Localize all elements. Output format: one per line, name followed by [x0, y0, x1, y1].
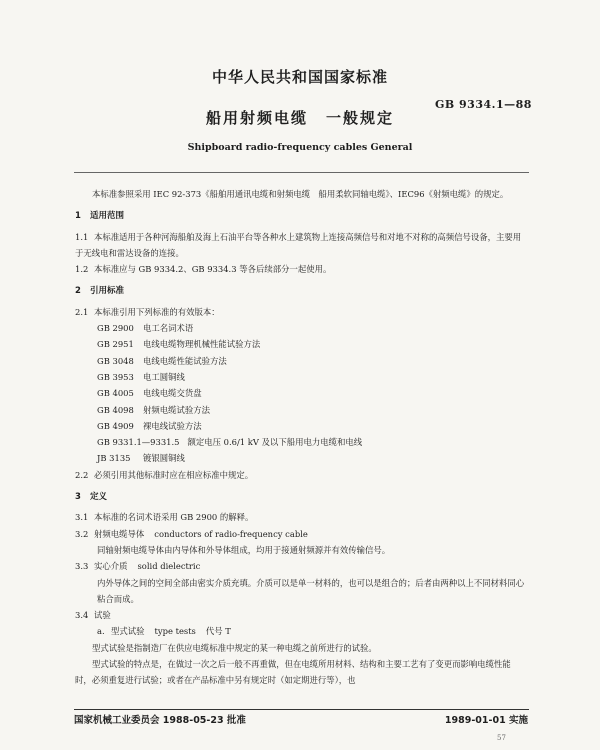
reference-item: [75, 434, 527, 450]
section-1-heading: [75, 208, 527, 224]
section-3-heading: [75, 489, 527, 505]
clause-number: 2.1: [75, 306, 89, 317]
approval-line: 国家机械工业委员会 1988-05-23 批准: [74, 715, 246, 726]
reference-name: 射频电缆试验方法: [143, 404, 210, 415]
section-number: 2: [75, 286, 81, 297]
section-2-heading: [75, 283, 527, 299]
clause-text: 本标准引用下列标准的有效版本：: [94, 306, 220, 317]
reference-item: [75, 320, 527, 336]
clause-text: 本标准适用于各种河海船舶及海上石油平台等各种水上建筑物上连接高频信号和对地不对称的高频信号设备，主要用于无线电和雷达设备的连接。: [75, 231, 522, 258]
clause-3-1: [75, 509, 527, 525]
reference-code: GB 2951: [97, 339, 134, 350]
reference-code: GB 4909: [97, 420, 134, 431]
clause-1-2: [75, 261, 527, 277]
clause-number: 3.1: [75, 512, 89, 523]
title-cn-part1: 船用射频电缆: [205, 109, 308, 127]
type-test-paragraph-1: 型式试验是指制造厂在供应电缆标准中规定的某一种电缆之前所进行的试验。: [92, 642, 377, 653]
reference-name: 电工名词术语: [143, 323, 194, 334]
reference-code: JB 3135: [97, 453, 131, 464]
clause-number: 3.3: [75, 561, 89, 572]
reference-name: 电线电缆性能试验方法: [143, 355, 227, 366]
document-body: [75, 186, 527, 689]
footer-divider: [74, 709, 529, 710]
clause-number: 3.4: [75, 610, 89, 621]
definition-term: 型式试验: [111, 626, 145, 637]
clause-text: 本标准应与 GB 9334.2、GB 9334.3 等各后续部分一起使用。: [94, 264, 332, 275]
definition-term: 实心介质: [94, 561, 128, 572]
reference-item: [75, 369, 527, 385]
definition-term-en: solid dielectric: [137, 561, 201, 572]
sub-clause-label: a.: [97, 626, 105, 637]
definition-term-en: type tests: [154, 626, 196, 637]
clause-number: 3.2: [75, 528, 89, 539]
reference-name: 电线电缆交货盘: [143, 388, 202, 399]
sub-clause-a: [75, 623, 527, 639]
reference-code: GB 4005: [97, 388, 134, 399]
effective-date: 1989-01-01 实施: [444, 715, 528, 726]
clause-text: 必须引用其他标准时应在相应标准中规定。: [94, 469, 254, 480]
section-number: 1: [75, 211, 81, 222]
reference-code: GB 9331.1—9331.5: [97, 437, 180, 448]
section-title: 定义: [90, 492, 108, 503]
clause-3-4: [75, 607, 527, 623]
reference-name: 镀银圆铜线: [143, 453, 185, 464]
clause-3-3: [75, 558, 527, 574]
clause-1-1: [75, 229, 527, 262]
definition-text: 内外导体之间的空间全部由密实介质充填。介质可以是单一材料的，也可以是组合的；后者由两种以上不同材料同心粘合而成。: [97, 577, 525, 604]
clause-2-1: [75, 304, 527, 320]
reference-item: [75, 418, 527, 434]
section-title: 引用标准: [90, 286, 125, 297]
clause-text: 本标准的名词术语采用 GB 2900 的解释。: [94, 512, 254, 523]
reference-item: [75, 353, 527, 369]
page-number: 57: [497, 734, 506, 742]
clause-number: 1.2: [75, 264, 89, 275]
document-title-cn: [0, 107, 600, 128]
clause-number: 1.1: [75, 231, 89, 242]
reference-item: [75, 402, 527, 418]
section-number: 3: [75, 492, 81, 503]
standard-code: GB 9334.1—88: [435, 98, 532, 111]
reference-item: [75, 450, 527, 466]
title-cn-part2: 一般规定: [326, 109, 395, 127]
reference-item: [75, 385, 527, 401]
reference-code: GB 3048: [97, 355, 134, 366]
reference-name: 额定电压 0.6/1 kV 及以下船用电力电缆和电线: [187, 437, 363, 448]
reference-code: GB 2900: [97, 323, 134, 334]
intro-paragraph: 本标准参照采用 IEC 92-373《船舶用通讯电缆和射频电缆 船用柔软同轴电缆》、IEC96《射频电缆》的规定。: [92, 189, 509, 199]
document-title-en: Shipboard radio-frequency cables General: [187, 142, 413, 153]
definition-code: 代号 T: [205, 626, 231, 637]
definition-term-en: conductors of radio-frequency cable: [154, 528, 308, 539]
definition-text: 同轴射频电缆导体由内导体和外导体组成，均用于接通射频源并有效传输信号。: [97, 544, 391, 555]
reference-code: GB 4098: [97, 404, 134, 415]
reference-name: 电工圆铜线: [143, 371, 185, 382]
definition-term: 射频电缆导体: [94, 528, 145, 539]
clause-number: 2.2: [75, 469, 89, 480]
definition-term: 试验: [94, 610, 111, 621]
header-divider: [74, 172, 529, 173]
type-test-paragraph-2: 型式试验的特点是，在做过一次之后一般不再重做，但在电缆所用材料、结构和主要工艺有了变更而影响电缆性能时，必须重复进行试验；或者在产品标准中另有规定时（如定期进行等），也: [75, 659, 511, 686]
clause-2-2: [75, 467, 527, 483]
reference-name: 裸电线试验方法: [143, 420, 202, 431]
clause-3-2: [75, 526, 527, 542]
reference-code: GB 3953: [97, 371, 134, 382]
issuing-authority-heading: 中华人民共和国国家标准: [211, 68, 388, 86]
reference-item: [75, 336, 527, 352]
section-title: 适用范围: [90, 211, 125, 222]
reference-name: 电线电缆物理机械性能试验方法: [143, 339, 261, 350]
